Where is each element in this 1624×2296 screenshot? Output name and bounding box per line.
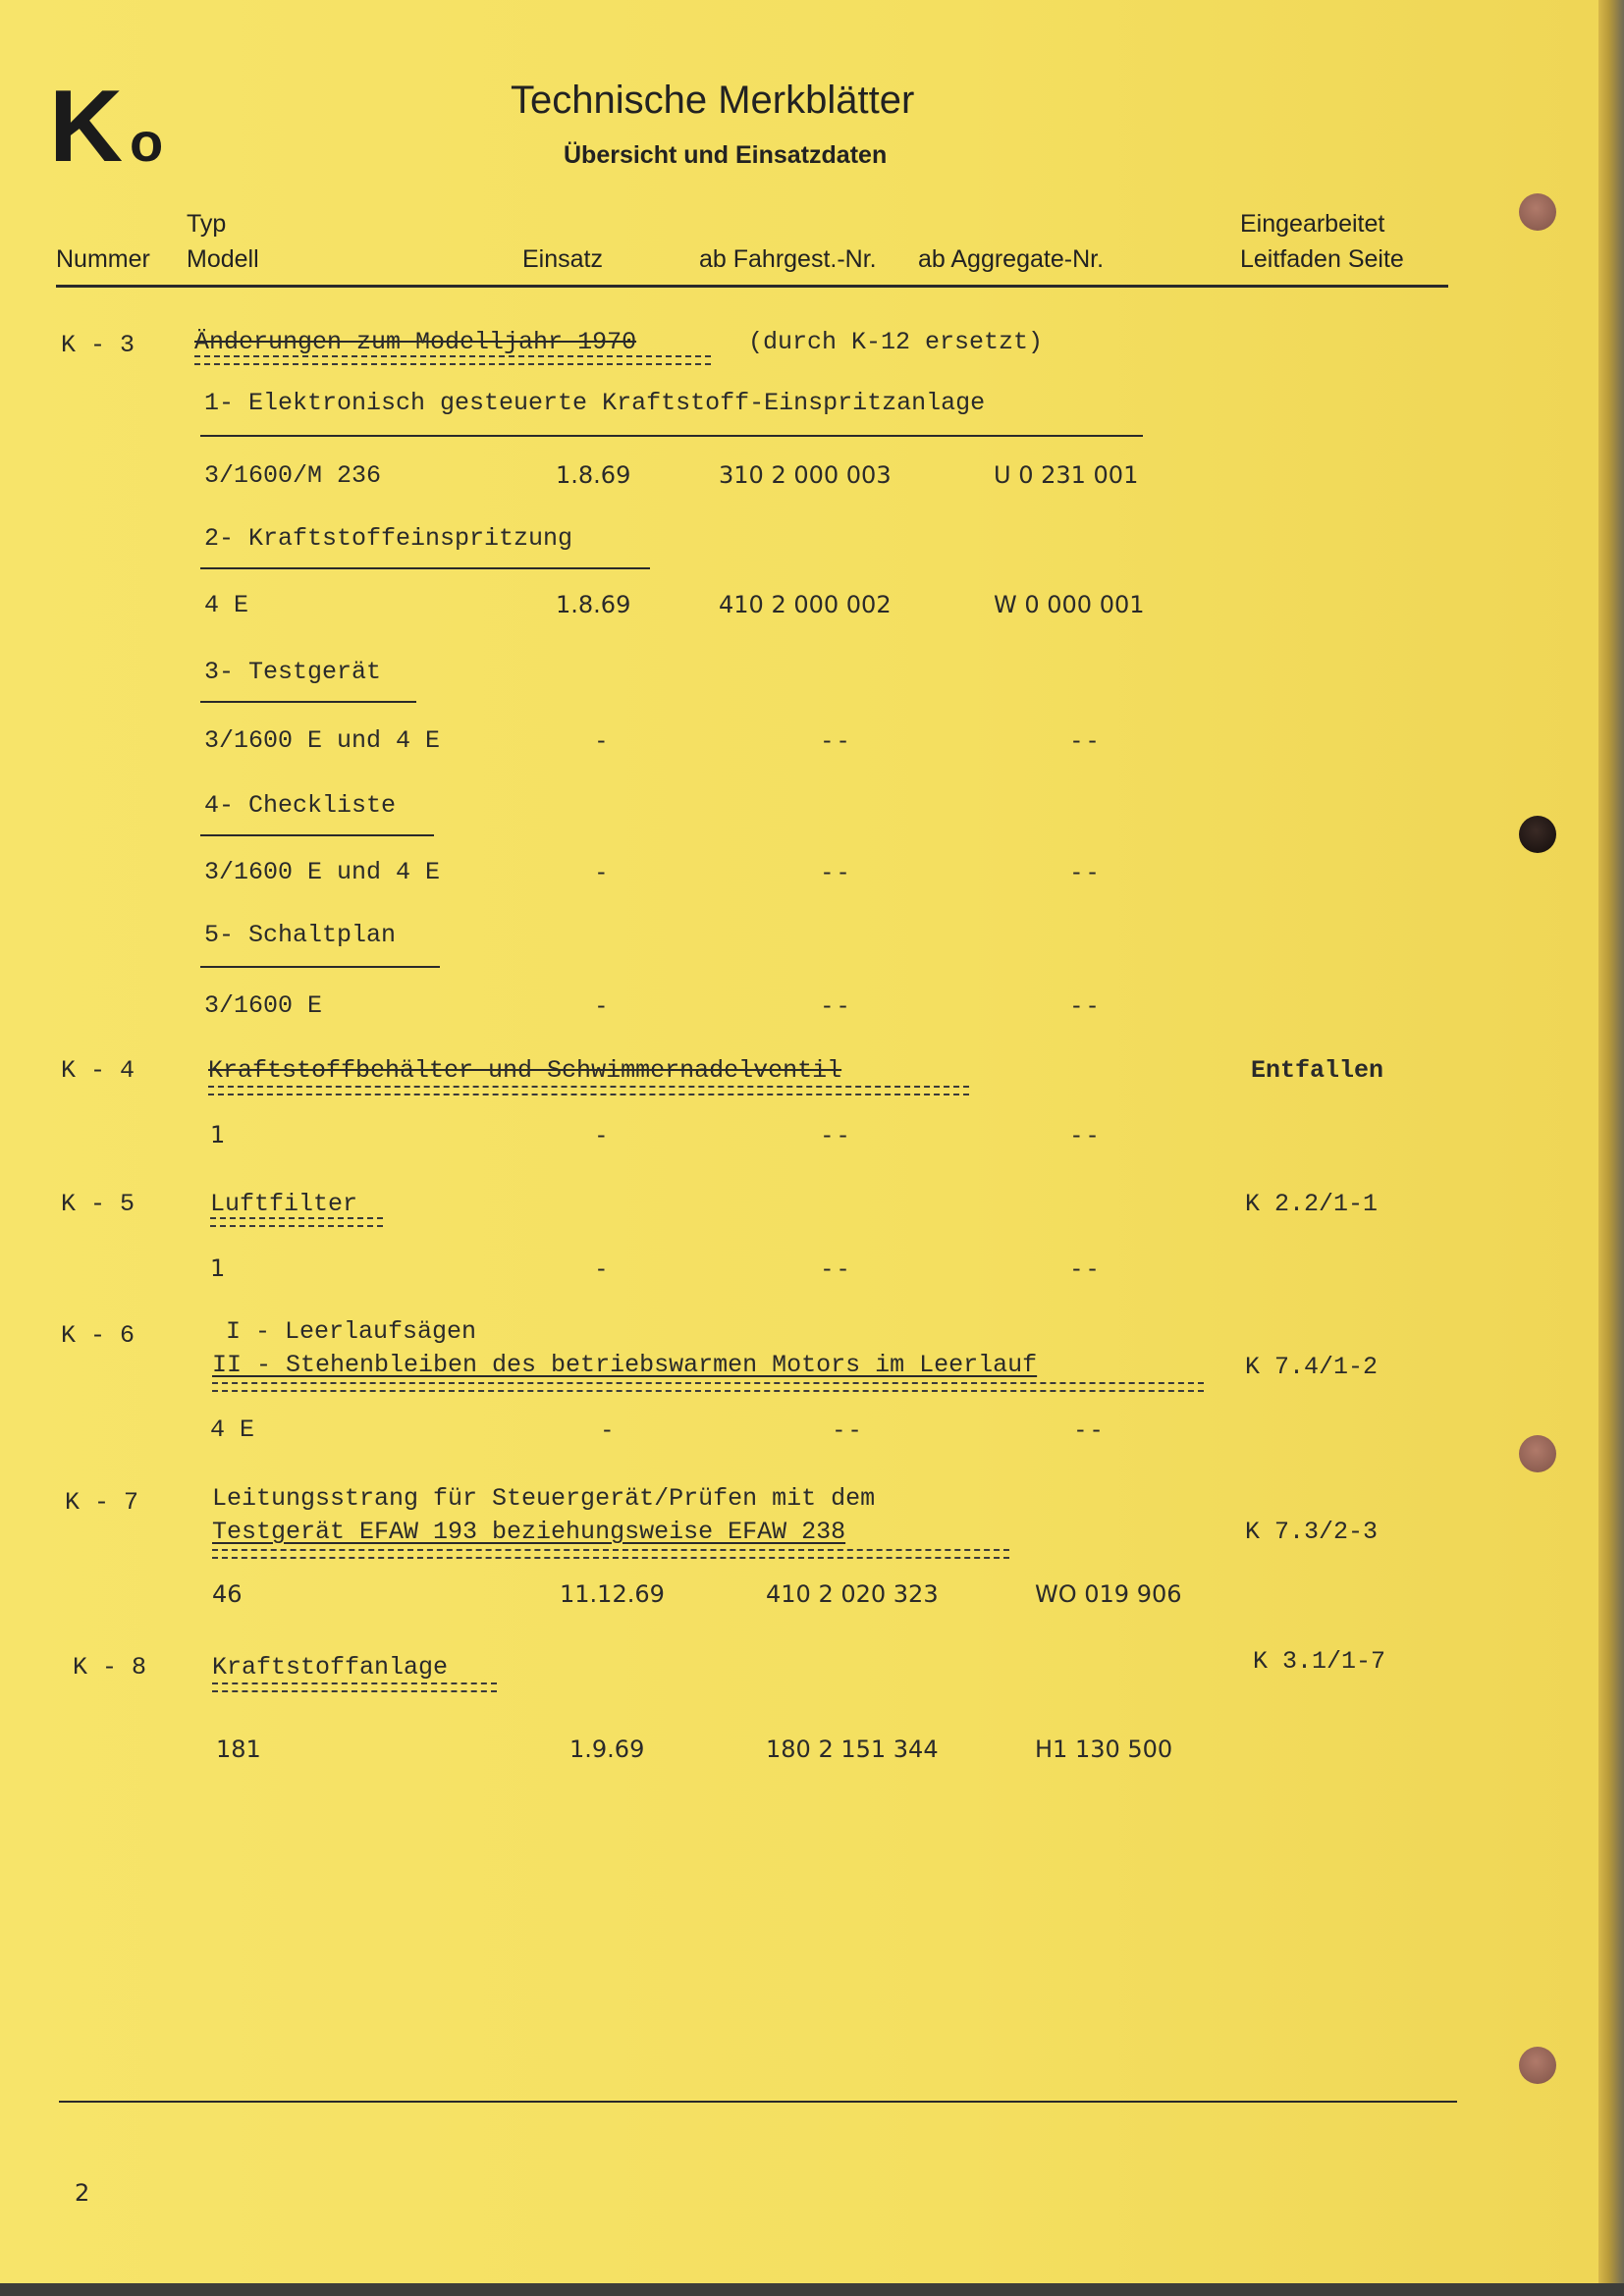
entry-k3-sub3-modell: 3/1600 E und 4 E bbox=[204, 726, 441, 755]
entry-k3-sub5-title: 5- Schaltplan bbox=[204, 921, 397, 949]
entry-k8-double-underline bbox=[212, 1682, 497, 1692]
entry-k7-fahrgest: 410 2 020 323 bbox=[766, 1580, 939, 1608]
entry-k3-sub3-title: 3- Testgerät bbox=[204, 658, 382, 686]
entry-k7-aggregate: WO 019 906 bbox=[1035, 1580, 1182, 1608]
entry-k3-sub1-aggregate: U 0 231 001 bbox=[994, 461, 1139, 489]
entry-k3-sub4-title: 4- Checkliste bbox=[204, 791, 397, 820]
entry-k6-title-line2: II - Stehenbleiben des betriebswarmen Motors im Leerlauf bbox=[212, 1351, 1038, 1379]
entry-k3-sub3-fahrgest: - - bbox=[823, 726, 847, 754]
entry-k3-sub1-title: 1- Elektronisch gesteuerte Kraftstoff-Einspritzanlage bbox=[204, 389, 986, 417]
entry-k3-sub1-einsatz: 1.8.69 bbox=[556, 461, 631, 489]
header-leitfaden: Leitfaden Seite bbox=[1240, 245, 1404, 273]
entry-k3-sub5-rule bbox=[200, 966, 440, 968]
entry-k5-number: K - 5 bbox=[61, 1190, 135, 1218]
entry-k3-sub4-aggregate: - - bbox=[1072, 858, 1097, 885]
header-eingearbeitet: Eingearbeitet bbox=[1240, 210, 1385, 238]
entry-k3-sub3-einsatz: - bbox=[597, 726, 606, 754]
entry-k4-number: K - 4 bbox=[61, 1056, 135, 1085]
entry-k3-sub4-fahrgest: - - bbox=[823, 858, 847, 885]
header-modell: Modell bbox=[187, 245, 259, 273]
header-fahrgest: ab Fahrgest.-Nr. bbox=[699, 245, 877, 273]
entry-k6-leitfaden: K 7.4/1-2 bbox=[1245, 1353, 1379, 1381]
entry-k7-modell: 46 bbox=[212, 1580, 243, 1608]
entry-k3-sub4-modell: 3/1600 E und 4 E bbox=[204, 858, 441, 886]
entry-k8-aggregate: H1 130 500 bbox=[1035, 1735, 1173, 1763]
entry-k7-title-line2: Testgerät EFAW 193 beziehungsweise EFAW 238 bbox=[212, 1518, 846, 1546]
entry-k4-title-struck: Kraftstoffbehälter und Schwimmernadelventil bbox=[208, 1056, 842, 1085]
entry-k3-sub5-fahrgest: - - bbox=[823, 991, 847, 1019]
entry-k5-fahrgest: - - bbox=[823, 1255, 847, 1282]
entry-k3-sub1-fahrgest: 310 2 000 003 bbox=[719, 461, 892, 489]
entry-k3-sub4-rule bbox=[200, 834, 434, 836]
entry-k3-sub3-rule bbox=[200, 701, 416, 703]
entry-k3-sub3-aggregate: - - bbox=[1072, 726, 1097, 754]
entry-k3-sub2-title: 2- Kraftstoffeinspritzung bbox=[204, 524, 573, 553]
entry-k8-einsatz: 1.9.69 bbox=[569, 1735, 645, 1763]
entry-k8-fahrgest: 180 2 151 344 bbox=[766, 1735, 939, 1763]
entry-k7-einsatz: 11.12.69 bbox=[560, 1580, 665, 1608]
entry-k3-sub1-modell: 3/1600/M 236 bbox=[204, 461, 382, 490]
header-rule bbox=[56, 285, 1448, 288]
entry-k4-modell: 1 bbox=[210, 1121, 226, 1148]
entry-k5-leitfaden: K 2.2/1-1 bbox=[1245, 1190, 1379, 1218]
header-typ: Typ bbox=[187, 210, 227, 238]
entry-k6-title-line1: I - Leerlaufsägen bbox=[226, 1317, 477, 1346]
entry-k8-title: Kraftstoffanlage bbox=[212, 1653, 449, 1682]
entry-k4-leitfaden: Entfallen bbox=[1251, 1056, 1384, 1085]
entry-k6-einsatz: - bbox=[603, 1415, 612, 1443]
logo-letter-k: K bbox=[49, 70, 122, 184]
entry-k3-sub4-einsatz: - bbox=[597, 858, 606, 885]
bottom-edge bbox=[0, 2283, 1624, 2296]
entry-k4-double-underline bbox=[208, 1086, 969, 1095]
entry-k3-sub5-einsatz: - bbox=[597, 991, 606, 1019]
entry-k3-sub5-modell: 3/1600 E bbox=[204, 991, 323, 1020]
header-einsatz: Einsatz bbox=[522, 245, 603, 273]
logo-letter-o: o bbox=[130, 111, 164, 173]
entry-k3-sub5-aggregate: - - bbox=[1072, 991, 1097, 1019]
entry-k3-sub2-rule bbox=[200, 567, 650, 569]
entry-k7-number: K - 7 bbox=[65, 1488, 139, 1517]
entry-k3-double-underline bbox=[194, 355, 711, 365]
entry-k6-modell: 4 E bbox=[210, 1415, 255, 1444]
entry-k3-sub2-fahrgest: 410 2 000 002 bbox=[719, 591, 892, 618]
page-number: 2 bbox=[75, 2179, 90, 2207]
entry-k3-sub1-rule bbox=[200, 435, 1143, 437]
footer-rule bbox=[59, 2101, 1457, 2103]
entry-k5-double-underline bbox=[210, 1217, 383, 1227]
page-edge bbox=[1598, 0, 1624, 2296]
entry-k6-double-underline bbox=[212, 1382, 1204, 1392]
entry-k5-einsatz: - bbox=[597, 1255, 606, 1282]
entry-k3-sub2-einsatz: 1.8.69 bbox=[556, 591, 631, 618]
header-aggregate: ab Aggregate-Nr. bbox=[918, 245, 1105, 273]
binder-hole-2 bbox=[1519, 816, 1556, 853]
entry-k3-number: K - 3 bbox=[61, 331, 135, 359]
entry-k4-aggregate: - - bbox=[1072, 1121, 1097, 1148]
entry-k4-fahrgest: - - bbox=[823, 1121, 847, 1148]
binder-hole-3 bbox=[1519, 1435, 1556, 1472]
entry-k5-modell: 1 bbox=[210, 1255, 226, 1282]
header-nummer: Nummer bbox=[56, 245, 150, 273]
page-subtitle: Übersicht und Einsatzdaten bbox=[564, 141, 888, 169]
page-title: Technische Merkblätter bbox=[511, 79, 915, 122]
entry-k6-fahrgest: - - bbox=[835, 1415, 859, 1443]
entry-k3-sub2-aggregate: W 0 000 001 bbox=[994, 591, 1145, 618]
entry-k3-title-struck: Änderungen zum Modelljahr 1970 bbox=[194, 328, 637, 356]
entry-k8-modell: 181 bbox=[216, 1735, 261, 1763]
entry-k6-aggregate: - - bbox=[1076, 1415, 1101, 1443]
entry-k4-einsatz: - bbox=[597, 1121, 606, 1148]
entry-k6-number: K - 6 bbox=[61, 1321, 135, 1350]
entry-k5-title: Luftfilter bbox=[210, 1190, 358, 1218]
entry-k8-leitfaden: K 3.1/1-7 bbox=[1253, 1647, 1386, 1676]
entry-k7-double-underline bbox=[212, 1549, 1009, 1559]
entry-k3-note: (durch K-12 ersetzt) bbox=[748, 328, 1044, 356]
entry-k5-aggregate: - - bbox=[1072, 1255, 1097, 1282]
binder-hole-4 bbox=[1519, 2047, 1556, 2084]
entry-k3-sub2-modell: 4 E bbox=[204, 591, 249, 619]
entry-k8-number: K - 8 bbox=[73, 1653, 147, 1682]
entry-k7-leitfaden: K 7.3/2-3 bbox=[1245, 1518, 1379, 1546]
binder-hole-1 bbox=[1519, 193, 1556, 231]
entry-k7-title-line1: Leitungsstrang für Steuergerät/Prüfen mit dem bbox=[212, 1484, 876, 1513]
